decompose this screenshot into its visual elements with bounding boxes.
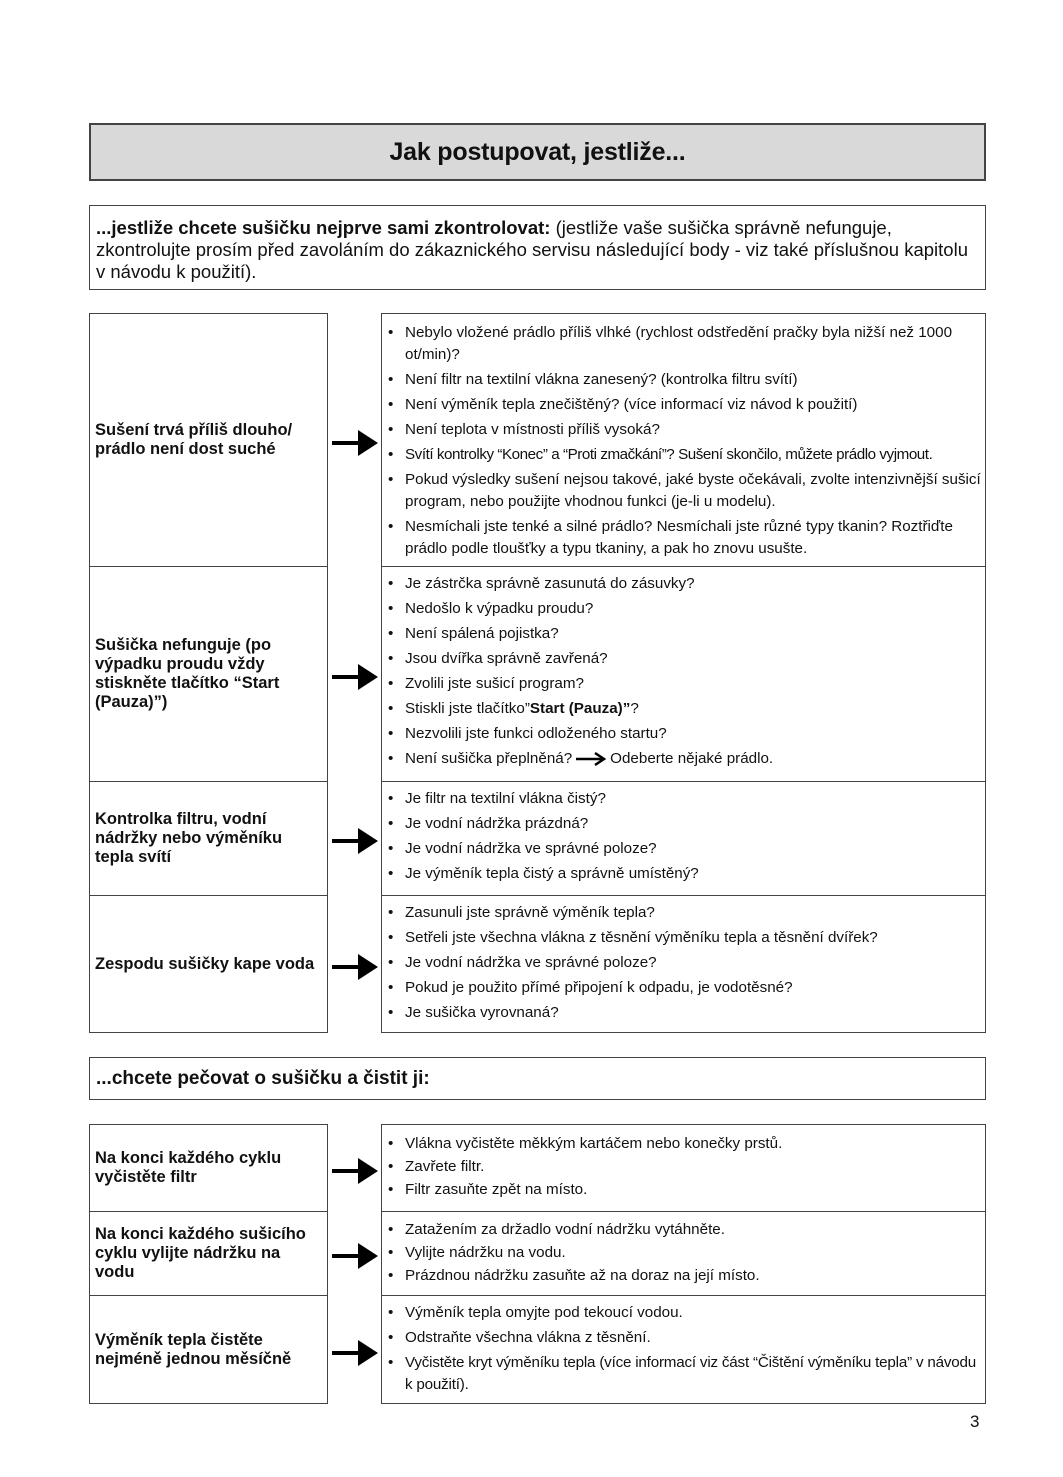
bullet-icon: • bbox=[388, 790, 394, 807]
list-item-text: Není filtr na textilní vlákna zanesený? (kontrolka filtru svítí) bbox=[405, 371, 798, 388]
page-number: 3 bbox=[970, 1412, 980, 1431]
care-task-cell bbox=[89, 1295, 328, 1404]
page-title-box bbox=[89, 123, 986, 181]
list-item-text: Není výměník tepla znečištěný? (více informací viz návod k použití) bbox=[405, 396, 858, 413]
list-item bbox=[386, 952, 981, 974]
list-item bbox=[386, 573, 981, 595]
list-item-text: Prázdnou nádržku zasuňte až na doraz na její místo. bbox=[405, 1267, 760, 1284]
list-item bbox=[386, 1327, 981, 1349]
problem-label: Sušení trvá příliš dlouho/ prádlo není dost suché bbox=[95, 421, 293, 458]
list-item-text: Odstraňte všechna vlákna z těsnění. bbox=[405, 1329, 651, 1346]
intro-text: (jestliže vaše sušička správně nefunguje, zkontrolujte prosím před zavoláním do zákaznického servisu následující body - viz také příslušnou kapitolu v návodu k použití). bbox=[96, 217, 968, 282]
intro-heading: ...jestliže chcete sušičku nejprve sami zkontrolovat: bbox=[96, 217, 551, 238]
bullet-icon: • bbox=[388, 1329, 394, 1346]
list-item bbox=[386, 444, 981, 466]
list-item bbox=[386, 469, 981, 513]
list-item bbox=[386, 1002, 981, 1024]
checks-list bbox=[386, 322, 981, 560]
list-item-text: ? bbox=[630, 700, 639, 717]
list-item bbox=[386, 369, 981, 391]
bullet-icon: • bbox=[388, 324, 394, 341]
bullet-icon: • bbox=[388, 371, 394, 388]
list-item bbox=[386, 1133, 981, 1154]
bullet-icon: • bbox=[388, 1267, 394, 1284]
list-item bbox=[386, 419, 981, 441]
start-pause-label: Start (Pauza)” bbox=[529, 700, 631, 717]
checks-list bbox=[386, 573, 981, 770]
list-item bbox=[386, 748, 981, 770]
bullet-icon: • bbox=[388, 979, 394, 996]
list-item bbox=[386, 977, 981, 999]
steps-list bbox=[386, 1133, 981, 1200]
bullet-icon: • bbox=[388, 1221, 394, 1238]
bullet-icon: • bbox=[388, 600, 394, 617]
care-task-cell bbox=[89, 1124, 328, 1212]
arrow-right-icon bbox=[332, 1340, 378, 1366]
list-item bbox=[386, 788, 981, 810]
checks-cell bbox=[381, 313, 986, 567]
steps-list bbox=[386, 1219, 981, 1286]
bullet-icon: • bbox=[388, 1354, 394, 1371]
arrow-right-icon bbox=[332, 1158, 378, 1184]
care-steps-cell bbox=[381, 1124, 986, 1212]
list-item-text: Zavřete filtr. bbox=[405, 1158, 485, 1175]
bullet-icon: • bbox=[388, 954, 394, 971]
list-item-text: Je zástrčka správně zasunutá do zásuvky? bbox=[405, 575, 695, 592]
list-item-text: Je vodní nádržka ve správné poloze? bbox=[405, 840, 657, 857]
list-item-text: Setřeli jste všechna vlákna z těsnění výměníku tepla a těsnění dvířek? bbox=[405, 929, 878, 946]
arrow-right-icon bbox=[332, 1243, 378, 1269]
list-item-text: Vyčistěte kryt výměníku tepla (více informací viz část “Čištění výměníku tepla” v návodu k použití). bbox=[405, 1354, 976, 1393]
list-item-text: Výměník tepla omyjte pod tekoucí vodou. bbox=[405, 1304, 683, 1321]
list-item-text: Je výměník tepla čistý a správně umístěný? bbox=[405, 865, 699, 882]
bullet-icon: • bbox=[388, 575, 394, 592]
bullet-icon: • bbox=[388, 725, 394, 742]
list-item bbox=[386, 648, 981, 670]
bullet-icon: • bbox=[388, 625, 394, 642]
list-item-text: Zvolili jste sušicí program? bbox=[405, 675, 584, 692]
list-item bbox=[386, 673, 981, 695]
bullet-icon: • bbox=[388, 750, 394, 767]
arrow-right-icon bbox=[332, 954, 378, 980]
list-item bbox=[386, 902, 981, 924]
problem-label: Sušička nefunguje (po výpadku proudu vždy stiskněte tlačítko “Start (Pauza)”) bbox=[95, 636, 280, 711]
list-item-text: Je sušička vyrovnaná? bbox=[405, 1004, 559, 1021]
list-item bbox=[386, 1352, 981, 1396]
bullet-icon: • bbox=[388, 904, 394, 921]
list-item-text: Vylijte nádržku na vodu. bbox=[405, 1244, 566, 1261]
list-item-text: Zatažením za držadlo vodní nádržku vytáhněte. bbox=[405, 1221, 725, 1238]
list-item bbox=[386, 863, 981, 885]
arrow-right-icon bbox=[332, 430, 378, 456]
intro-box bbox=[89, 205, 986, 290]
list-item bbox=[386, 1265, 981, 1286]
bullet-icon: • bbox=[388, 471, 394, 488]
care-task-label: Na konci každého sušicího cyklu vylijte nádržku na vodu bbox=[95, 1225, 306, 1281]
checks-cell bbox=[381, 781, 986, 896]
problem-label: Zespodu sušičky kape voda bbox=[95, 954, 315, 973]
list-item-text: Pokud výsledky sušení nejsou takové, jaké byste očekávali, zvolte intenzivnější sušicí program, nebo použijte vhodnou funkci (je-li u modelu). bbox=[405, 471, 981, 510]
list-item-text: Nesmíchali jste tenké a silné prádlo? Nesmíchali jste různé typy tkanin? Roztřiďte prádlo podle tloušťky a typu tkaniny, a pak ho znovu usušte. bbox=[405, 518, 953, 557]
list-item bbox=[386, 1219, 981, 1240]
list-item bbox=[386, 1179, 981, 1200]
list-item-text: Nezvolili jste funkci odloženého startu? bbox=[405, 725, 667, 742]
bullet-icon: • bbox=[388, 446, 393, 463]
care-section-heading-box bbox=[89, 1057, 986, 1100]
list-item-text: Je vodní nádržka ve správné poloze? bbox=[405, 954, 657, 971]
list-item bbox=[386, 1302, 981, 1324]
arrow-right-icon bbox=[332, 828, 378, 854]
problem-cell bbox=[89, 313, 328, 567]
checks-cell bbox=[381, 566, 986, 782]
list-item-text: Není sušička přeplněná? bbox=[405, 750, 573, 767]
list-item-text: Je vodní nádržka prázdná? bbox=[405, 815, 589, 832]
list-item bbox=[386, 598, 981, 620]
bullet-icon: • bbox=[388, 815, 394, 832]
problem-cell bbox=[89, 781, 328, 896]
arrow-right-icon bbox=[332, 664, 378, 690]
arrow-right-icon bbox=[575, 752, 607, 766]
steps-list bbox=[386, 1302, 981, 1396]
problem-cell bbox=[89, 895, 328, 1033]
bullet-icon: • bbox=[388, 421, 394, 438]
list-item-text: Není teplota v místnosti příliš vysoká? bbox=[405, 421, 660, 438]
list-item bbox=[386, 322, 981, 366]
list-item-text: Odeberte nějaké prádlo. bbox=[610, 750, 774, 767]
care-task-label: Výměník tepla čistěte nejméně jednou měsíčně bbox=[95, 1330, 292, 1368]
list-item-text: Pokud je použito přímé připojení k odpadu, je vodotěsné? bbox=[405, 979, 793, 996]
list-item bbox=[386, 516, 981, 560]
bullet-icon: • bbox=[388, 650, 394, 667]
bullet-icon: • bbox=[388, 675, 394, 692]
care-task-cell bbox=[89, 1211, 328, 1296]
list-item bbox=[386, 623, 981, 645]
list-item bbox=[386, 927, 981, 949]
list-item-text: Filtr zasuňte zpět na místo. bbox=[405, 1181, 588, 1198]
bullet-icon: • bbox=[388, 1158, 394, 1175]
bullet-icon: • bbox=[388, 1244, 394, 1261]
list-item-text: Nedošlo k výpadku proudu? bbox=[405, 600, 594, 617]
checks-list bbox=[386, 788, 981, 885]
bullet-icon: • bbox=[388, 840, 394, 857]
bullet-icon: • bbox=[388, 865, 394, 882]
list-item bbox=[386, 813, 981, 835]
list-item-text: Není spálená pojistka? bbox=[405, 625, 559, 642]
list-item-text: Jsou dvířka správně zavřená? bbox=[405, 650, 608, 667]
problem-label: Kontrolka filtru, vodní nádržky nebo výměníku tepla svítí bbox=[95, 810, 283, 866]
bullet-icon: • bbox=[388, 1004, 394, 1021]
care-steps-cell bbox=[381, 1211, 986, 1296]
checks-cell bbox=[381, 895, 986, 1033]
list-item-text: Nebylo vložené prádlo příliš vlhké (rychlost odstředění pračky byla nižší než 1000 ot/min)? bbox=[405, 324, 953, 363]
list-item-text: Svítí kontrolky “Konec” a “Proti zmačkání”? Sušení skončilo, můžete prádlo vyjmout. bbox=[405, 446, 933, 463]
list-item-text: Je filtr na textilní vlákna čistý? bbox=[405, 790, 606, 807]
list-item bbox=[386, 1242, 981, 1263]
list-item bbox=[386, 1156, 981, 1177]
bullet-icon: • bbox=[388, 1135, 394, 1152]
bullet-icon: • bbox=[388, 929, 394, 946]
list-item bbox=[386, 394, 981, 416]
list-item-text: Stiskli jste tlačítko” bbox=[405, 700, 530, 717]
list-item-text: Vlákna vyčistěte měkkým kartáčem nebo konečky prstů. bbox=[405, 1135, 783, 1152]
list-item bbox=[386, 723, 981, 745]
care-section-heading: ...chcete pečovat o sušičku a čistit ji: bbox=[96, 1067, 430, 1089]
bullet-icon: • bbox=[388, 700, 394, 717]
bullet-icon: • bbox=[388, 518, 394, 535]
care-steps-cell bbox=[381, 1295, 986, 1404]
bullet-icon: • bbox=[388, 1181, 394, 1198]
page-title: Jak postupovat, jestliže... bbox=[389, 137, 686, 166]
problem-cell bbox=[89, 566, 328, 782]
checks-list bbox=[386, 902, 981, 1024]
bullet-icon: • bbox=[388, 396, 394, 413]
bullet-icon: • bbox=[388, 1304, 394, 1321]
list-item bbox=[386, 698, 981, 720]
list-item bbox=[386, 838, 981, 860]
list-item-text: Zasunuli jste správně výměník tepla? bbox=[405, 904, 655, 921]
care-task-label: Na konci každého cyklu vyčistěte filtr bbox=[95, 1149, 282, 1186]
